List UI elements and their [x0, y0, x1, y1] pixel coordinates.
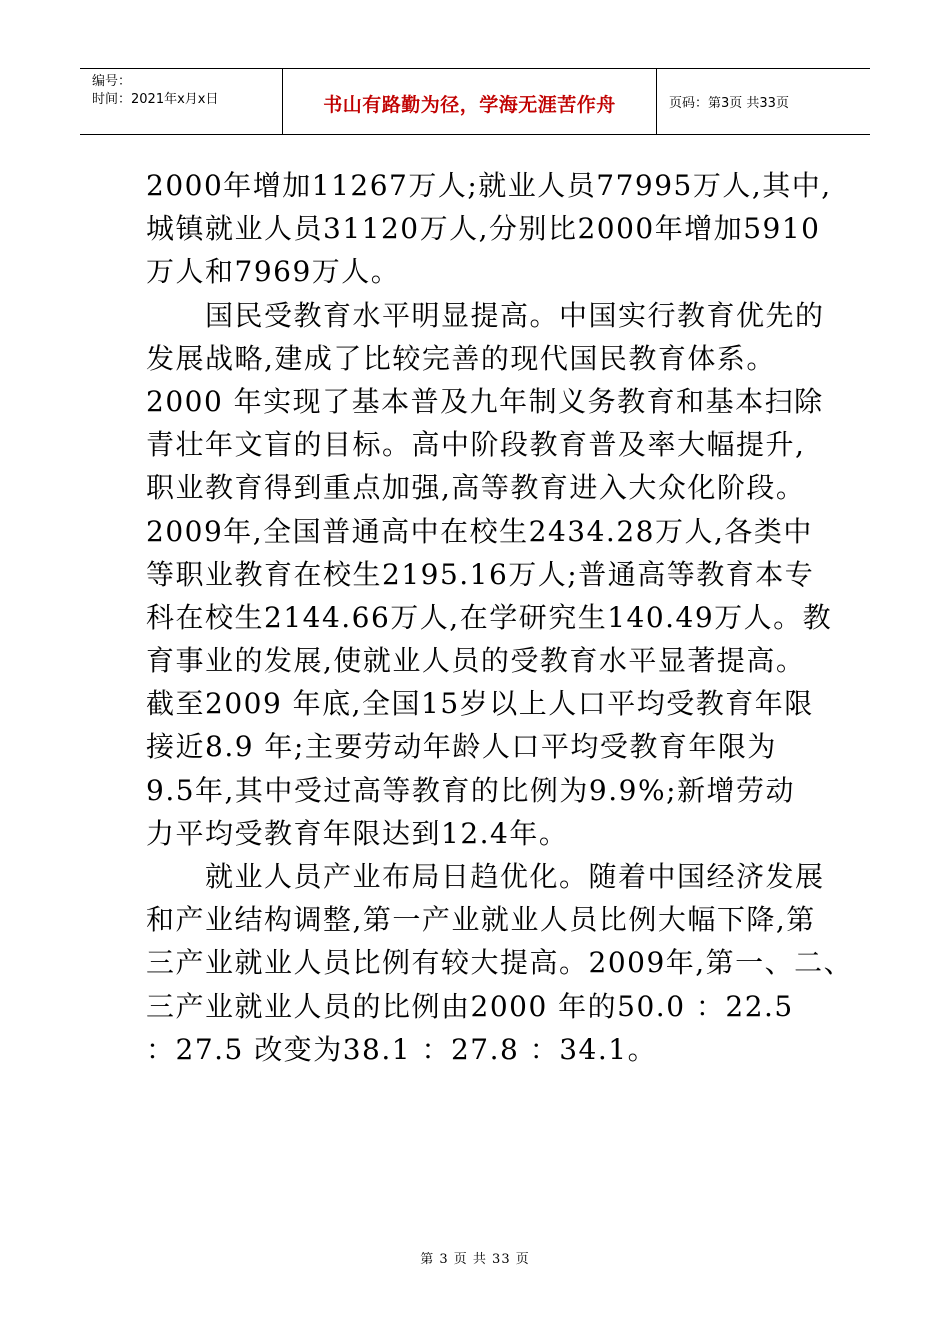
body-line: 育事业的发展,使就业人员的受教育水平显著提高。: [146, 644, 806, 678]
body-line: 国民受教育水平明显提高。中国实行教育优先的: [146, 298, 825, 332]
body-line: 2009年,全国普通高中在校生2434.28万人,各类中: [146, 514, 813, 548]
body-line: 9.5年,其中受过高等教育的比例为9.9%;新增劳动: [146, 773, 796, 807]
body-line: 三产业就业人员的比例由2000 年的50.0 ：22.5: [146, 989, 794, 1023]
document-number: 编号：: [92, 74, 132, 89]
body-line: 2000 年实现了基本普及九年制义务教育和基本扫除: [146, 384, 824, 418]
header-page-info: 页码：第3页 共33页: [669, 96, 789, 111]
header-motto: 书山有路勤为径，学海无涯苦作舟: [323, 94, 616, 116]
body-line: 等职业教育在校生2195.16万人;普通高等教育本专: [146, 557, 815, 591]
body-line: 2000年增加11267万人;就业人员77995万人,其中,: [146, 169, 832, 202]
body-line: ：27.5 改变为38.1 ：27.8 ：34.1。: [146, 1032, 658, 1066]
document-body: [146, 164, 854, 1071]
body-line: 截至2009 年底,全国15岁以上人口平均受教育年限: [146, 687, 814, 721]
header-meta: [80, 69, 283, 134]
header-motto-cell: [283, 69, 657, 134]
body-line: 三产业就业人员比例有较大提高。2009年,第一、二、: [146, 946, 854, 980]
body-line: 接近8.9 年;主要劳动年龄人口平均受教育年限为: [146, 730, 777, 764]
body-line: 城镇就业人员31120万人,分别比2000年增加5910: [146, 212, 821, 246]
body-line: 万人和7969万人。: [146, 255, 401, 289]
document-time: 时间：2021年x月x日: [92, 92, 219, 107]
body-line: 就业人员产业布局日趋优化。随着中国经济发展: [146, 860, 825, 893]
body-line: 科在校生2144.66万人,在学研究生140.49万人。教: [146, 600, 833, 634]
body-line: 职业教育得到重点加强,高等教育进入大众化阶段。: [146, 471, 806, 505]
page-footer: 第 3 页 共 33 页: [420, 1252, 530, 1267]
page-header: [80, 68, 870, 135]
body-line: 和产业结构调整,第一产业就业人员比例大幅下降,第: [146, 903, 816, 937]
body-line: 青壮年文盲的目标。高中阶段教育普及率大幅提升,: [146, 428, 806, 462]
body-line: 发展战略,建成了比较完善的现代国民教育体系。: [146, 341, 776, 375]
body-line: 力平均受教育年限达到12.4年。: [146, 816, 569, 850]
